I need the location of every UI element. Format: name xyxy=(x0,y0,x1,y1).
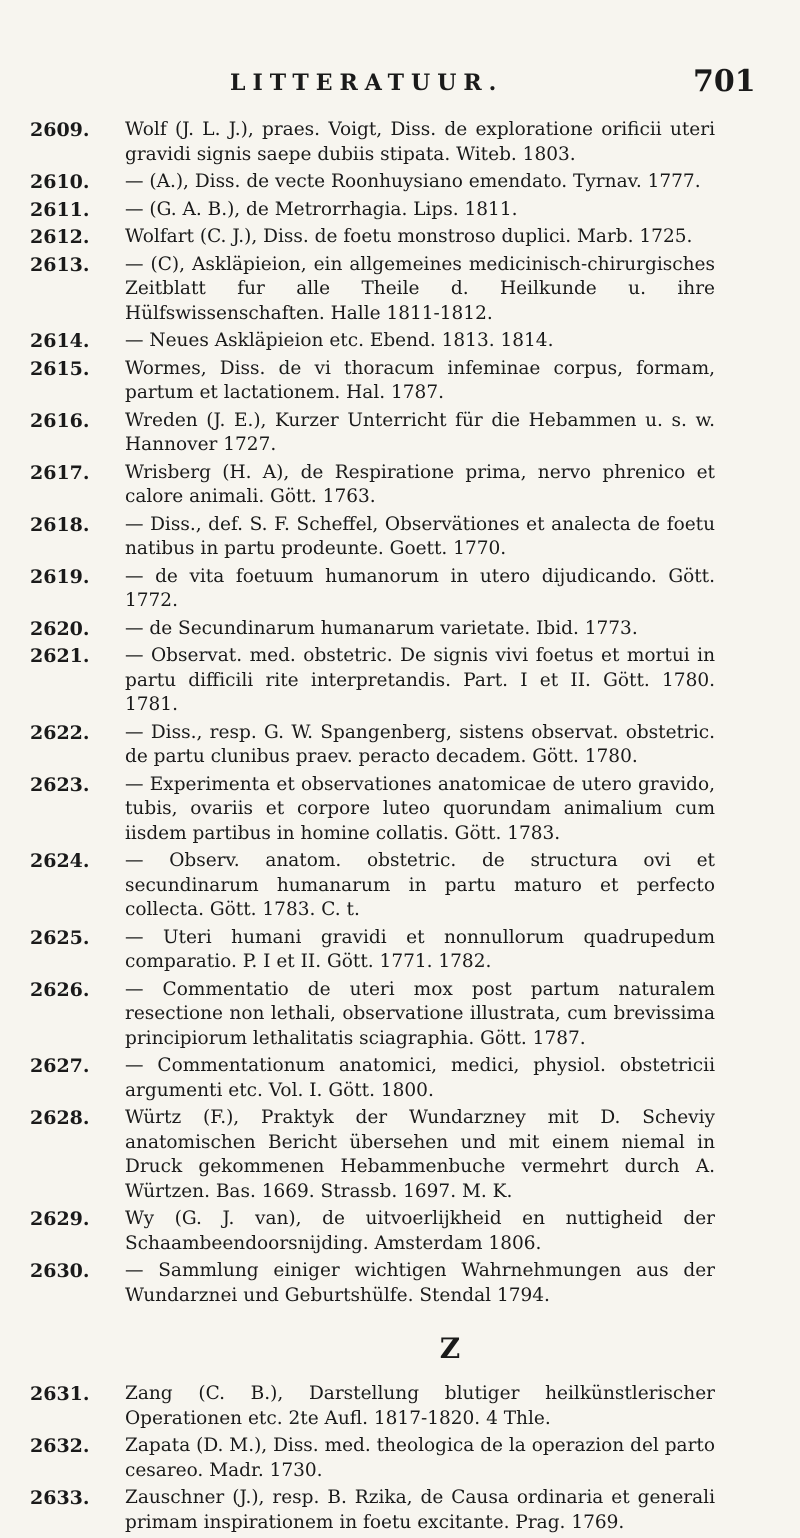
entry-text: Wolfart (C. J.), Diss. de foetu monstroso duplici. Marb. 1725. xyxy=(125,226,693,247)
bibliography-entry xyxy=(0,170,800,195)
entry-text: — Experimenta et observationes anatomicae de utero gravido, tubis, ovariis et corpore luteo quorundam animalium cum iisdem partibus in homine collatis. Gött. 1783. xyxy=(125,773,715,844)
entry-text: Wreden (J. E.), Kurzer Unterricht für die Hebammen u. s. w. Hannover 1727. xyxy=(125,409,715,455)
bibliography-list xyxy=(0,118,800,1538)
entry-number: 2621. xyxy=(30,645,90,667)
entry-number: 2615. xyxy=(30,357,90,380)
bibliography-entry xyxy=(0,513,800,562)
entry-number: 2632. xyxy=(30,1435,90,1457)
entry-number: 2619. xyxy=(30,565,90,588)
entry-number: 2610. xyxy=(30,171,90,193)
entry-number: 2609. xyxy=(30,119,90,141)
entry-number: 2630. xyxy=(30,1260,90,1282)
entry-text: Zapata (D. M.), Diss. med. theologica de la operazion del parto cesareo. Madr. 1730. xyxy=(125,1435,715,1481)
entry-number: 2612. xyxy=(30,226,90,248)
entries-z xyxy=(0,1382,800,1535)
entry-number: 2620. xyxy=(30,617,90,640)
entry-text: — Observ. anatom. obstetric. de structura ovi et secundinarum humanarum in partu maturo et perfecto collecta. Gött. 1783. C. t. xyxy=(125,850,715,920)
entries-w xyxy=(0,118,800,1308)
bibliography-entry xyxy=(0,1054,800,1103)
entry-text: — de vita foetuum humanorum in utero dijudicando. Gött. 1772. xyxy=(125,565,715,611)
entry-text: — Sammlung einiger wichtigen Wahrnehmungen aus der Wundarznei und Geburtshülfe. Stendal 1794. xyxy=(125,1260,715,1306)
entry-text: — Uteri humani gravidi et nonnullorum quadrupedum comparatio. P. I et II. Gött. 1771. 1782. xyxy=(125,926,715,972)
entry-text: — (A.), Diss. de vecte Roonhuysiano emendato. Tyrnav. 1777. xyxy=(125,171,701,192)
bibliography-entry xyxy=(0,253,800,327)
section-letter: Z xyxy=(439,1332,461,1365)
bibliography-entry xyxy=(0,644,800,718)
page-header xyxy=(0,64,800,104)
entry-text: Zauschner (J.), resp. B. Rzika, de Causa ordinaria et generali primam inspirationem in foetu excitante. Prag. 1769. xyxy=(125,1487,715,1533)
entry-number: 2625. xyxy=(30,926,90,949)
running-head: LITTERATUUR. xyxy=(230,70,504,96)
bibliography-entry xyxy=(0,1486,800,1535)
bibliography-entry xyxy=(0,849,800,923)
entry-number: 2628. xyxy=(30,1107,90,1129)
entry-number: 2629. xyxy=(30,1208,90,1230)
entry-text: — Diss., resp. G. W. Spangenberg, sistens observat. obstetric. de partu clunibus praev. peracto decadem. Gött. 1780. xyxy=(125,721,715,767)
bibliography-entry xyxy=(0,1382,800,1431)
entry-text: — (G. A. B.), de Metrorrhagia. Lips. 1811. xyxy=(125,198,518,220)
entry-number: 2627. xyxy=(30,1055,90,1077)
entry-number: 2622. xyxy=(30,721,90,744)
entry-text: — (C), Askläpieion, ein allgemeines medicinisch-chirurgisches Zeitblatt fur alle Theile d. Heilkunde u. ihre Hülfswissenschaften. Halle 1811-1812. xyxy=(125,253,715,324)
bibliography-entry xyxy=(0,225,800,250)
bibliography-entry xyxy=(0,329,800,354)
bibliography-entry xyxy=(0,1106,800,1204)
entry-text: Wolf (J. L. J.), praes. Voigt, Diss. de exploratione orificii uteri gravidi signis saepe dubiis stipata. Witeb. 1803. xyxy=(125,119,715,165)
entry-number: 2618. xyxy=(30,513,90,536)
entry-text: — de Secundinarum humanarum varietate. Ibid. 1773. xyxy=(125,617,638,639)
bibliography-entry xyxy=(0,198,800,223)
entry-text: Wormes, Diss. de vi thoracum infeminae corpus, formam, partum et lactationem. Hal. 1787. xyxy=(125,357,715,403)
entry-number: 2623. xyxy=(30,773,90,796)
entry-number: 2617. xyxy=(30,461,90,484)
entry-number: 2616. xyxy=(30,409,90,432)
entry-number: 2613. xyxy=(30,253,90,276)
entry-text: Wy (G. J. van), de uitvoerlijkheid en nuttigheid der Schaambeendoorsnijding. Amsterdam 1806. xyxy=(125,1208,715,1254)
bibliography-entry xyxy=(0,118,800,167)
bibliography-entry xyxy=(0,565,800,614)
entry-number: 2624. xyxy=(30,850,90,872)
entry-number: 2626. xyxy=(30,978,90,1001)
bibliography-entry xyxy=(0,1259,800,1308)
entry-text: — Commentatio de uteri mox post partum naturalem resectione non lethali, observatione illustrata, cum brevissima principiorum lethalitatis sciagraphia. Gött. 1787. xyxy=(125,978,715,1049)
bibliography-entry xyxy=(0,617,800,642)
entry-text: — Diss., def. S. F. Scheffel, Observätiones et analecta de foetu natibus in partu prodeunte. Goett. 1770. xyxy=(125,513,715,559)
entry-number: 2614. xyxy=(30,330,90,352)
bibliography-entry xyxy=(0,1434,800,1483)
entry-text: Würtz (F.), Praktyk der Wundarzney mit D. Scheviy anatomischen Bericht übersehen und mit einem niemal in Druck gekommenen Hebammenbuche vermehrt durch A. Würtzen. Bas. 1669. Strassb. 1697. M. K. xyxy=(125,1107,715,1202)
entry-text: Wrisberg (H. A), de Respiratione prima, nervo phrenico et calore animali. Gött. 1763. xyxy=(125,461,715,507)
bibliography-entry xyxy=(0,978,800,1052)
bibliography-entry xyxy=(0,1207,800,1256)
entry-number: 2631. xyxy=(30,1383,90,1405)
bibliography-entry xyxy=(0,773,800,847)
page-number: 701 xyxy=(693,64,756,99)
entry-number: 2611. xyxy=(30,198,90,221)
bibliography-entry xyxy=(0,721,800,770)
entry-text: — Neues Askläpieion etc. Ebend. 1813. 1814. xyxy=(125,330,554,351)
bibliography-entry xyxy=(0,409,800,458)
bibliography-entry xyxy=(0,357,800,406)
entry-number: 2633. xyxy=(30,1487,90,1509)
entry-text: Zang (C. B.), Darstellung blutiger heilkünstlerischer Operationen etc. 2te Aufl. 1817-1820. 4 Thle. xyxy=(125,1383,715,1429)
bibliography-entry xyxy=(0,926,800,975)
bibliography-entry xyxy=(0,461,800,510)
entry-text: — Commentationum anatomici, medici, physiol. obstetricii argumenti etc. Vol. I. Gött. 1800. xyxy=(125,1055,715,1101)
entry-text: — Observat. med. obstetric. De signis vivi foetus et mortui in partu difficili rite interpretandis. Part. I et II. Gött. 1780. 1781. xyxy=(125,645,715,715)
